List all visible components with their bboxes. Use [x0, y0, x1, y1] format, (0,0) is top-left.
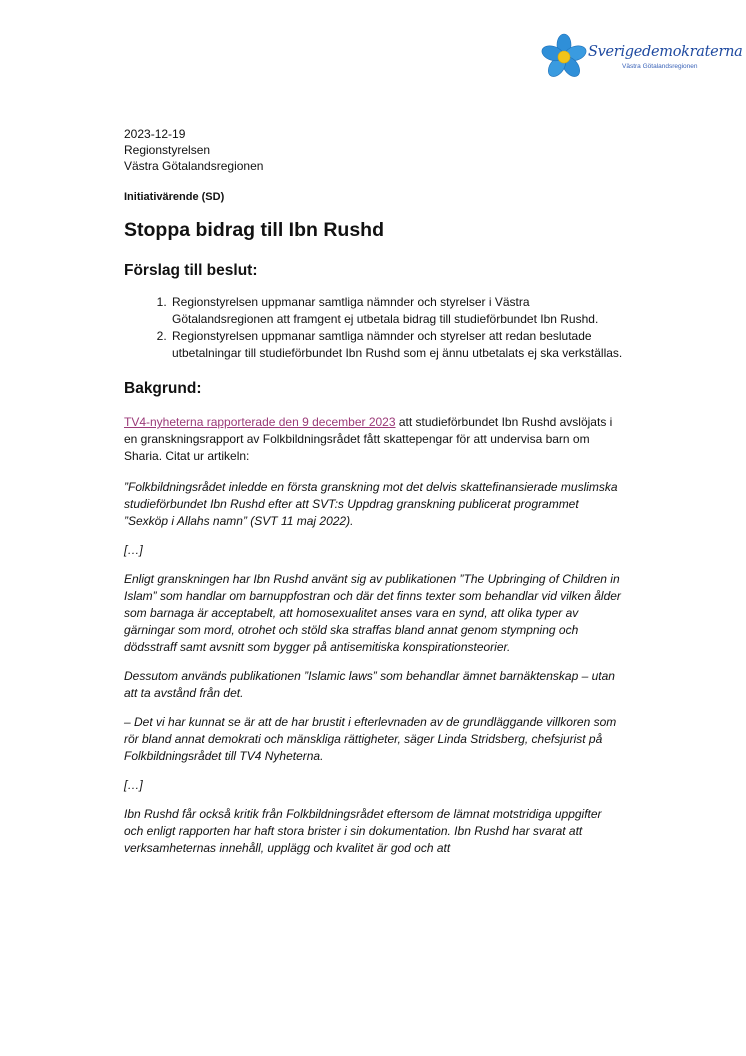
- header-region: Västra Götalandsregionen: [124, 159, 264, 173]
- quote-ellipsis: […]: [124, 543, 143, 557]
- quote-paragraph: Dessutom används publikationen ”Islamic laws” som behandlar ämnet barnäktenskap – utan att ta avstånd från det.: [124, 669, 615, 700]
- background-intro: [124, 414, 624, 465]
- page-title: Stoppa bidrag till Ibn Rushd: [124, 219, 384, 241]
- intro-text: att studieförbundet Ibn Rushd avslöjats i en granskningsrapport av Folkbildningsrådet fått skattepengar för att undervisa barn om Sharia. Citat ur artikeln:: [124, 415, 613, 463]
- list-item: 1. Regionstyrelsen uppmanar samtliga nämnder och styrelser i Västra Götalandsregionen att framgent ej utbetala bidrag till studieförbundet Ibn Rushd.: [170, 294, 624, 328]
- header-recipient: Regionstyrelsen: [124, 143, 211, 157]
- header-date: 2023-12-19: [124, 127, 186, 141]
- doc-type: Initiativärende (SD): [124, 191, 225, 203]
- proposal-list: [124, 294, 624, 362]
- quote-paragraph: Ibn Rushd får också kritik från Folkbildningsrådet eftersom de lämnat motstridiga uppgifter och enligt rapporten har haft stora brister i sin dokumentation. Ibn Rushd har svarat att verksamheternas innehåll, upplägg och kvalitet är god och att: [124, 807, 602, 855]
- tv4-article-link[interactable]: TV4-nyheterna rapporterade den 9 december 2023: [124, 415, 396, 429]
- quote-paragraph: ”Folkbildningsrådet inledde en första granskning mot det delvis skattefinansierade muslimska studieförbundet Ibn Rushd efter att SVT:s Uppdrag granskning publicerat programmet ”Sexköp i Allahs namn” (SVT 11 maj 2022).: [124, 480, 618, 528]
- logo-name: Sverigedemokraterna: [588, 44, 743, 60]
- flower-icon: [540, 32, 588, 82]
- proposal-heading: Förslag till beslut:: [124, 262, 258, 279]
- quote-ellipsis: […]: [124, 778, 143, 792]
- logo: [540, 32, 743, 82]
- list-item: 2. Regionstyrelsen uppmanar samtliga nämnder och styrelser att redan beslutade utbetalningar till studieförbundet Ibn Rushd som ej ännu utbetalats ej ska verkställas.: [170, 328, 624, 362]
- background-heading: Bakgrund:: [124, 380, 202, 397]
- logo-subtitle: Västra Götalandsregionen: [622, 63, 698, 70]
- quote-paragraph: – Det vi har kunnat se är att de har brustit i efterlevnaden av de grundläggande villkoren som rör bland annat demokrati och mänskliga rättigheter, säger Linda Stridsberg, chefsjurist på Folkbildningsrådet till TV4 Nyheterna.: [124, 715, 617, 763]
- quote-paragraph: Enligt granskningen har Ibn Rushd använt sig av publikationen ”The Upbringing of Children in Islam” som handlar om barnuppfostran och där det finns texter som behandlar vid vilken ålder som barnaga är acceptabelt, att homosexualitet anses vara en synd, att olika typer av gärningar som mord, otrohet och stöld ska straffas bland annat genom stympning och dödsstraff samt avsnitt som bygger på antisemitiska konspirationsteorier.: [124, 572, 621, 654]
- document-body: [124, 126, 624, 857]
